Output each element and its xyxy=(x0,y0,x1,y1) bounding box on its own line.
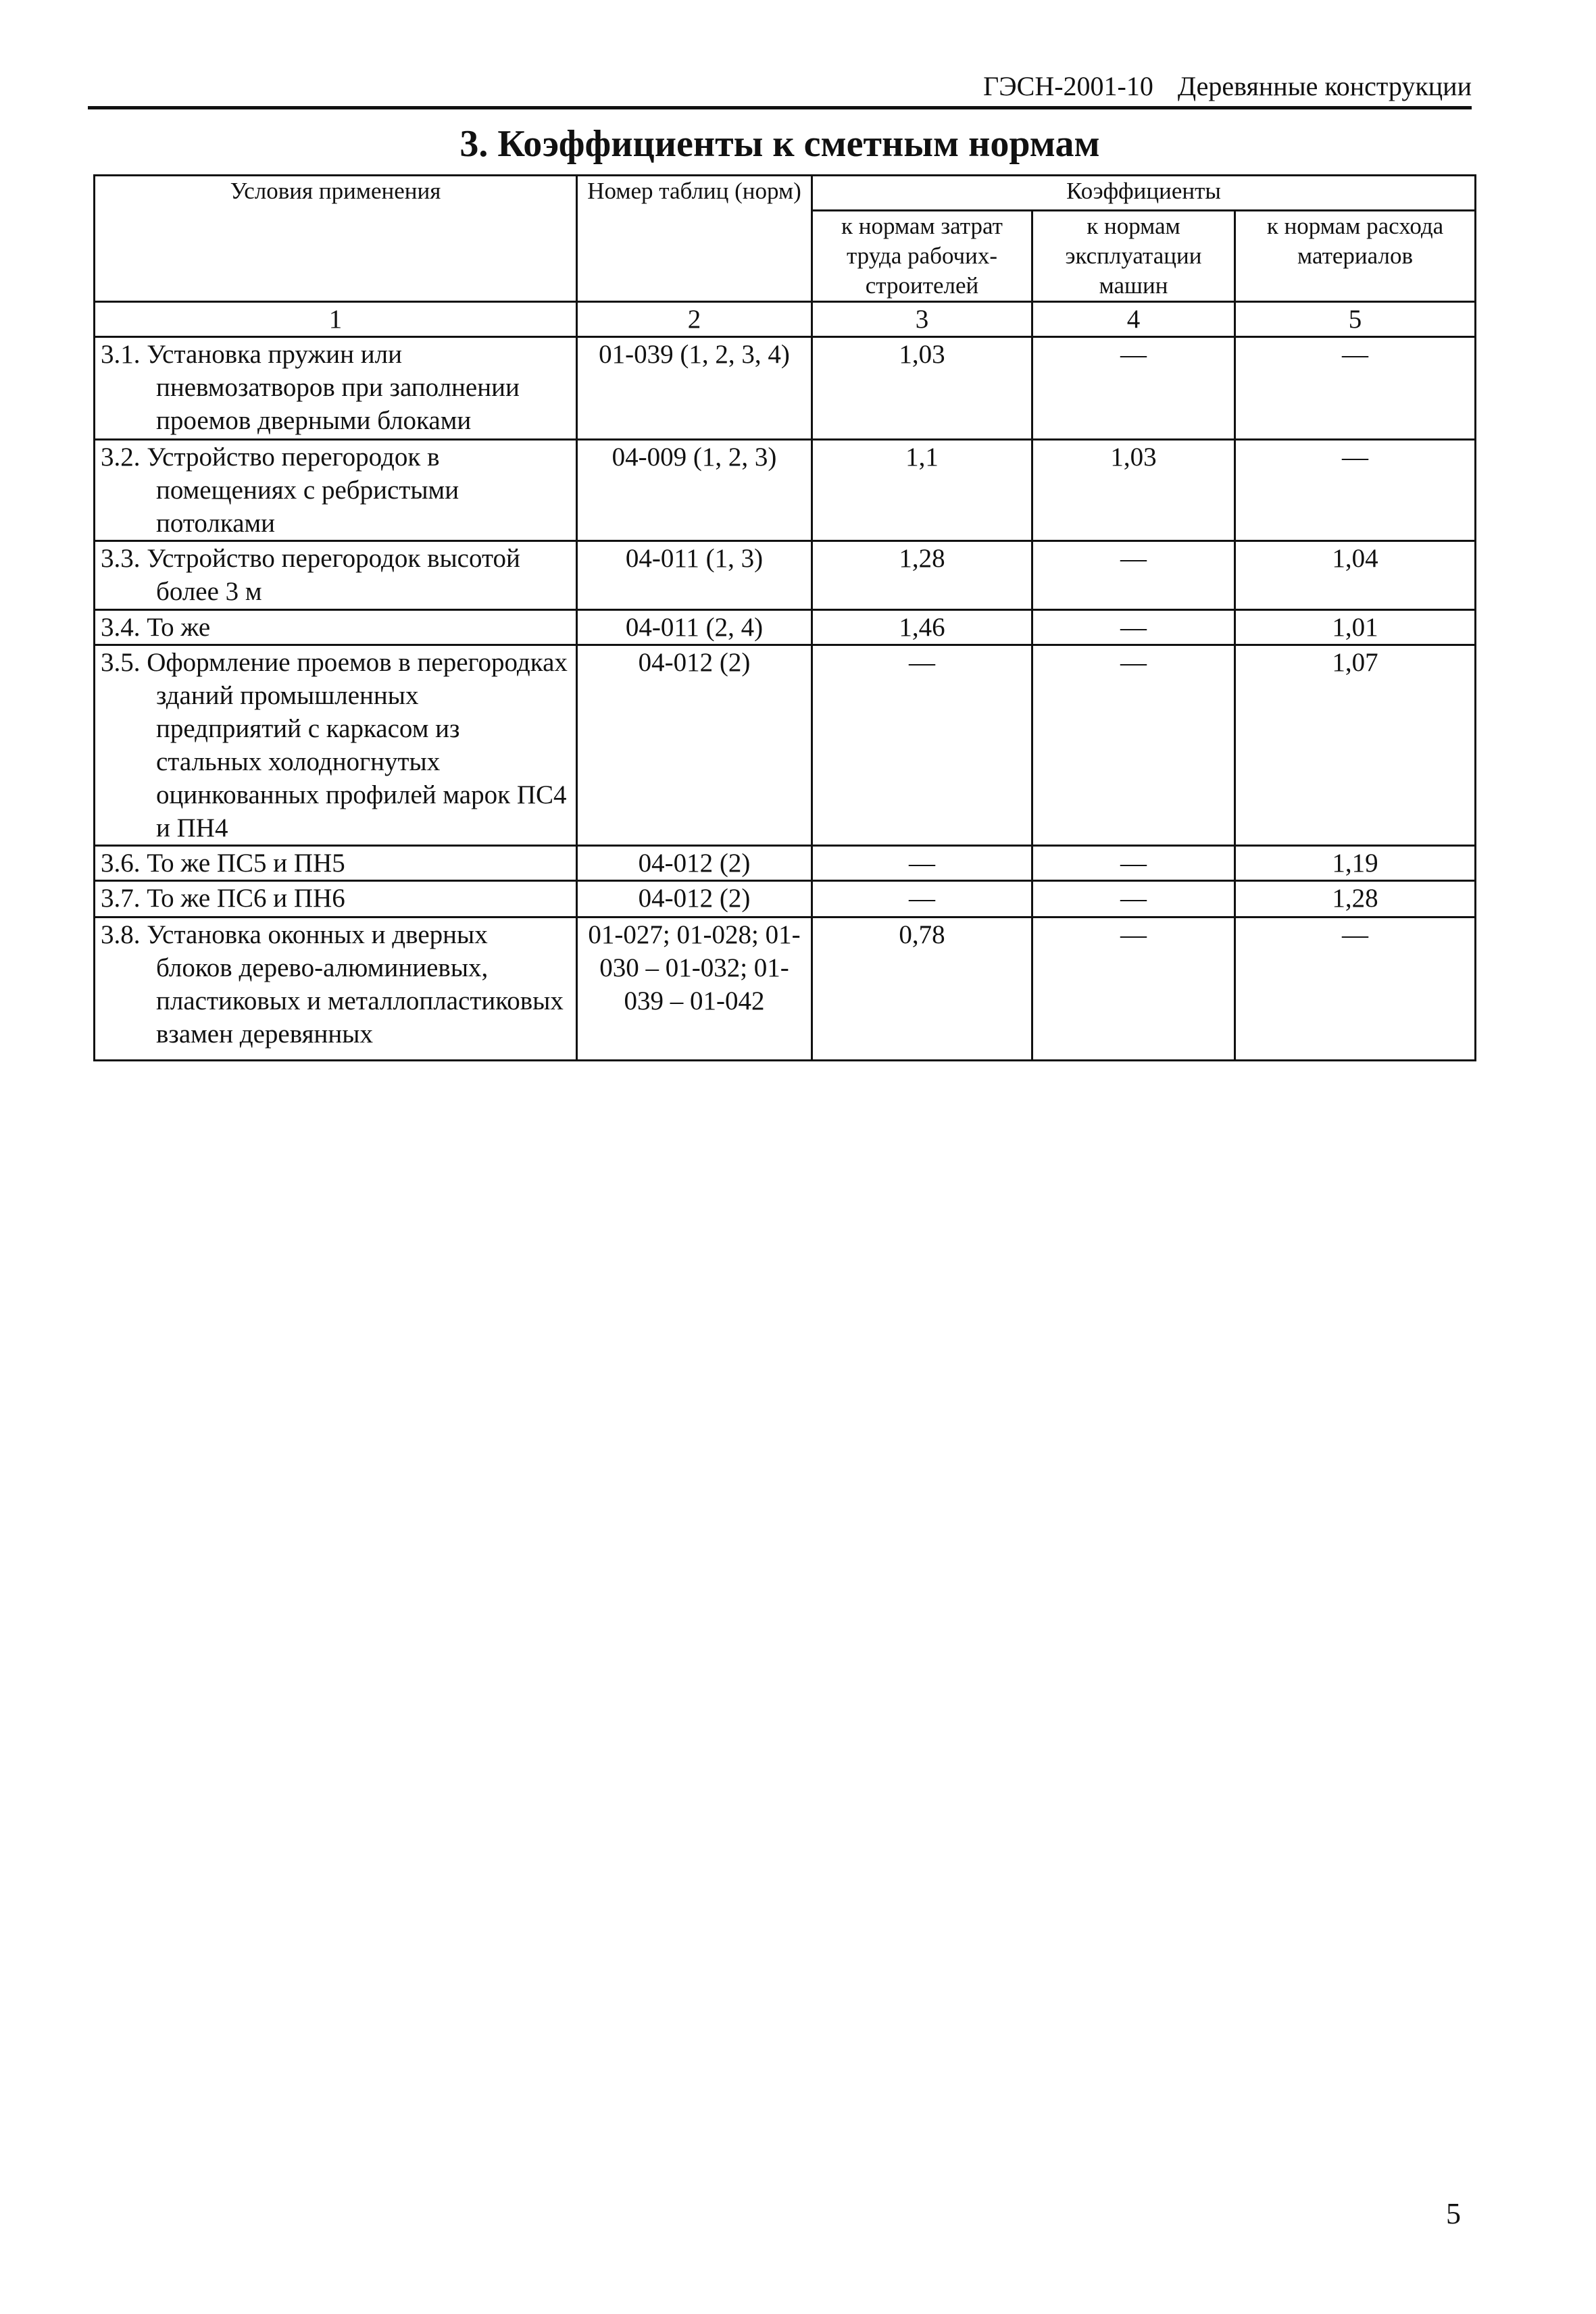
materials-coef-cell: 1,04 xyxy=(1235,541,1476,610)
labor-coef-cell: 1,03 xyxy=(812,337,1032,440)
table-number-cell: 04-009 (1, 2, 3) xyxy=(577,440,812,541)
labor-coef-cell: 1,28 xyxy=(812,541,1032,610)
labor-coef-cell: 1,1 xyxy=(812,440,1032,541)
materials-coef-cell: — xyxy=(1235,337,1476,440)
column-number: 4 xyxy=(1032,302,1235,337)
section-name: Деревянные конструкции xyxy=(1177,71,1472,101)
table-row xyxy=(95,337,1476,440)
header-coefficients: Коэффициенты xyxy=(812,176,1476,211)
labor-coef-cell: — xyxy=(812,645,1032,846)
machines-coef-cell: — xyxy=(1032,541,1235,610)
table-number-cell: 04-011 (1, 3) xyxy=(577,541,812,610)
machines-coef-cell: — xyxy=(1032,846,1235,881)
machines-coef-cell: 1,03 xyxy=(1032,440,1235,541)
condition-cell: 3.1. Установка пружин или пневмозатворов при заполнении проемов дверными блоками xyxy=(101,340,520,435)
table-number-cell: 04-011 (2, 4) xyxy=(577,610,812,645)
table-row xyxy=(95,645,1476,846)
machines-coef-cell: — xyxy=(1032,881,1235,917)
materials-coef-cell: — xyxy=(1235,440,1476,541)
materials-coef-cell: 1,19 xyxy=(1235,846,1476,881)
header-table-number: Номер таблиц (норм) xyxy=(577,176,812,302)
machines-coef-cell: — xyxy=(1032,917,1235,1061)
header-row xyxy=(95,176,1476,211)
condition-cell: 3.8. Установка оконных и дверных блоков дерево-алюминиевых, пластиковых и металлопластиковых взамен деревянных xyxy=(101,920,564,1049)
header-materials: к нормам расхода материалов xyxy=(1235,211,1476,302)
machines-coef-cell: — xyxy=(1032,337,1235,440)
condition-cell: 3.5. Оформление проемов в перегородках зданий промышленных предприятий с каркасом из стальных холодногнутых оцинкованных профилей марок ПС4 и ПН4 xyxy=(101,648,568,842)
page-number: 5 xyxy=(1446,2197,1461,2230)
machines-coef-cell: — xyxy=(1032,645,1235,846)
condition-cell: 3.2. Устройство перегородок в помещениях с ребристыми потолками xyxy=(101,443,459,538)
table-number-cell: 04-012 (2) xyxy=(577,846,812,881)
table-number-cell: 01-027; 01-028; 01-030 – 01-032; 01-039 – 01-042 xyxy=(577,917,812,1061)
condition-cell: 3.6. То же ПС5 и ПН5 xyxy=(101,849,345,878)
table-row xyxy=(95,881,1476,917)
column-number: 5 xyxy=(1235,302,1476,337)
header-machines: к нормам эксплуатации машин xyxy=(1032,211,1235,302)
column-number: 3 xyxy=(812,302,1032,337)
table-number-cell: 01-039 (1, 2, 3, 4) xyxy=(577,337,812,440)
condition-cell: 3.3. Устройство перегородок высотой более 3 м xyxy=(101,544,520,606)
labor-coef-cell: — xyxy=(812,881,1032,917)
page-title: 3. Коэффициенты к сметным нормам xyxy=(459,123,1100,165)
materials-coef-cell: 1,01 xyxy=(1235,610,1476,645)
column-number-row xyxy=(95,302,1476,337)
labor-coef-cell: — xyxy=(812,846,1032,881)
materials-coef-cell: 1,07 xyxy=(1235,645,1476,846)
header-labor: к нормам затрат труда рабочих-строителей xyxy=(812,211,1032,302)
document-code: ГЭСН-2001-10 xyxy=(983,71,1153,101)
machines-coef-cell: — xyxy=(1032,610,1235,645)
materials-coef-cell: — xyxy=(1235,917,1476,1061)
table-row xyxy=(95,541,1476,610)
coefficients-table xyxy=(93,174,1476,1061)
labor-coef-cell: 0,78 xyxy=(812,917,1032,1061)
table-row xyxy=(95,917,1476,1061)
table-row xyxy=(95,610,1476,645)
table-number-cell: 04-012 (2) xyxy=(577,645,812,846)
condition-cell: 3.7. То же ПС6 и ПН6 xyxy=(101,884,345,913)
header-conditions: Условия применения xyxy=(95,176,577,302)
condition-cell: 3.4. То же xyxy=(101,613,211,642)
column-number: 1 xyxy=(95,302,577,337)
column-number: 2 xyxy=(577,302,812,337)
table-row xyxy=(95,440,1476,541)
materials-coef-cell: 1,28 xyxy=(1235,881,1476,917)
table-number-cell: 04-012 (2) xyxy=(577,881,812,917)
table-row xyxy=(95,846,1476,881)
labor-coef-cell: 1,46 xyxy=(812,610,1032,645)
page-header xyxy=(88,68,1472,109)
